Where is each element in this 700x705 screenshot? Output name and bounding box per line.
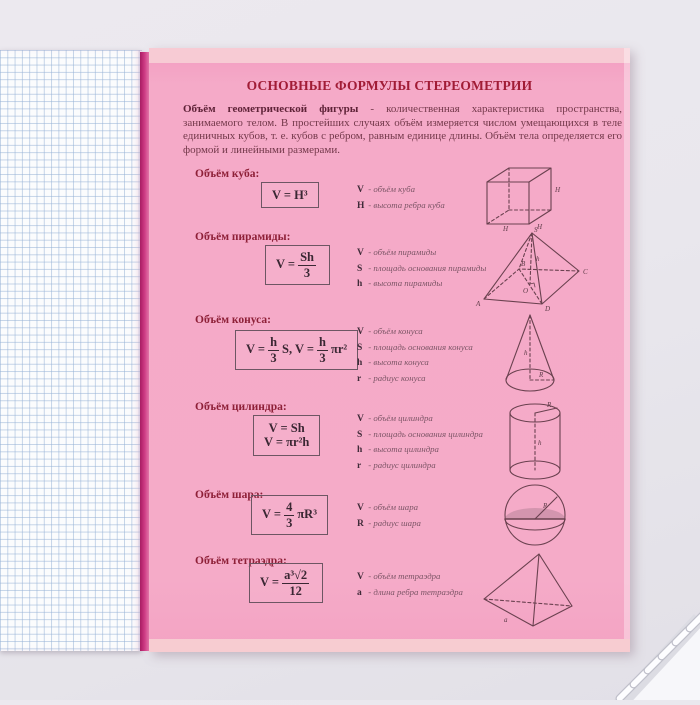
svg-text:R: R [539,371,544,379]
svg-text:h: h [538,439,542,447]
section-heading: Объём куба: [195,168,260,180]
intro-lead: Объём геометрической фигуры [183,103,359,115]
svg-text:C: C [583,268,588,276]
pyramid-diagram [475,225,601,313]
svg-text:O: O [523,287,529,295]
section-heading: Объём тетраэдра: [195,555,287,567]
legend: V - объём пирамиды S - площадь основания пирамиды h - высота пирамиды [357,247,487,289]
page-title: ОСНОВНЫЕ ФОРМУЛЫ СТЕРЕОМЕТРИИ [246,78,533,93]
formula-box: V = $\frac{4}{3}$ πR³ [251,495,328,535]
formula-box: V = $\frac{\text{a³√2}}{12}$ [249,563,323,603]
legend: V - объём куба H - высота ребра куба [357,184,445,211]
svg-text:S: S [534,226,538,234]
cube-diagram [481,162,583,232]
formula-text: V = H³ [272,188,308,202]
section-heading: Объём шара: [195,489,264,501]
svg-text:H: H [555,186,561,194]
sphere-diagram [499,481,567,547]
formula-box [261,182,319,208]
svg-text:h: h [524,349,528,357]
tetrahedron-diagram [477,549,581,629]
section-heading: Объём конуса: [195,314,271,326]
svg-text:h: h [536,255,540,263]
formula-box: V = Sh V = πr²h [253,415,320,456]
section-heading: Объём цилиндра: [195,401,287,413]
intro-paragraph [183,103,622,158]
formula-box: V = $\frac{Sh}{3}$ [265,245,330,285]
formula-box: V = $\frac{h}{3}$ S, V = $\frac{h}{3}$ πr² [235,330,358,370]
svg-text:A: A [476,300,481,308]
cone-diagram [497,310,563,398]
cylinder-diagram [503,401,567,483]
svg-text:R: R [547,401,552,409]
legend: V - объём тетраэдра a - длина ребра тетраэдра [357,571,463,598]
svg-text:B: B [521,260,526,268]
svg-text:a: a [504,616,508,624]
spiral-binding [596,592,700,700]
legend: V - объём шара R - радиус шара [357,502,421,529]
svg-text:D: D [545,305,551,313]
card-content [149,48,630,652]
svg-text:R: R [543,502,548,510]
formula-card [149,48,630,652]
legend: V - объём конуса S - площадь основания конуса h - высота конуса r - радиус конуса [357,326,473,384]
svg-text:H: H [537,223,543,231]
svg-text:H: H [503,225,509,232]
section-heading: Объём пирамиды: [195,231,291,243]
squared-notebook-page [0,50,142,651]
intro-text: - количественная характеристика пространства, занимаемого телом. В простейших случаях объём измеряется числом умещающихся в теле единичных кубов, т. е. кубов с ребром, равным единице длины. Объём тела определяется его формой и линейными размерами. [183,103,622,156]
legend: V - объём цилиндра S - площадь основания цилиндра h - высота цилиндра r - радиус цилиндра [357,413,483,471]
